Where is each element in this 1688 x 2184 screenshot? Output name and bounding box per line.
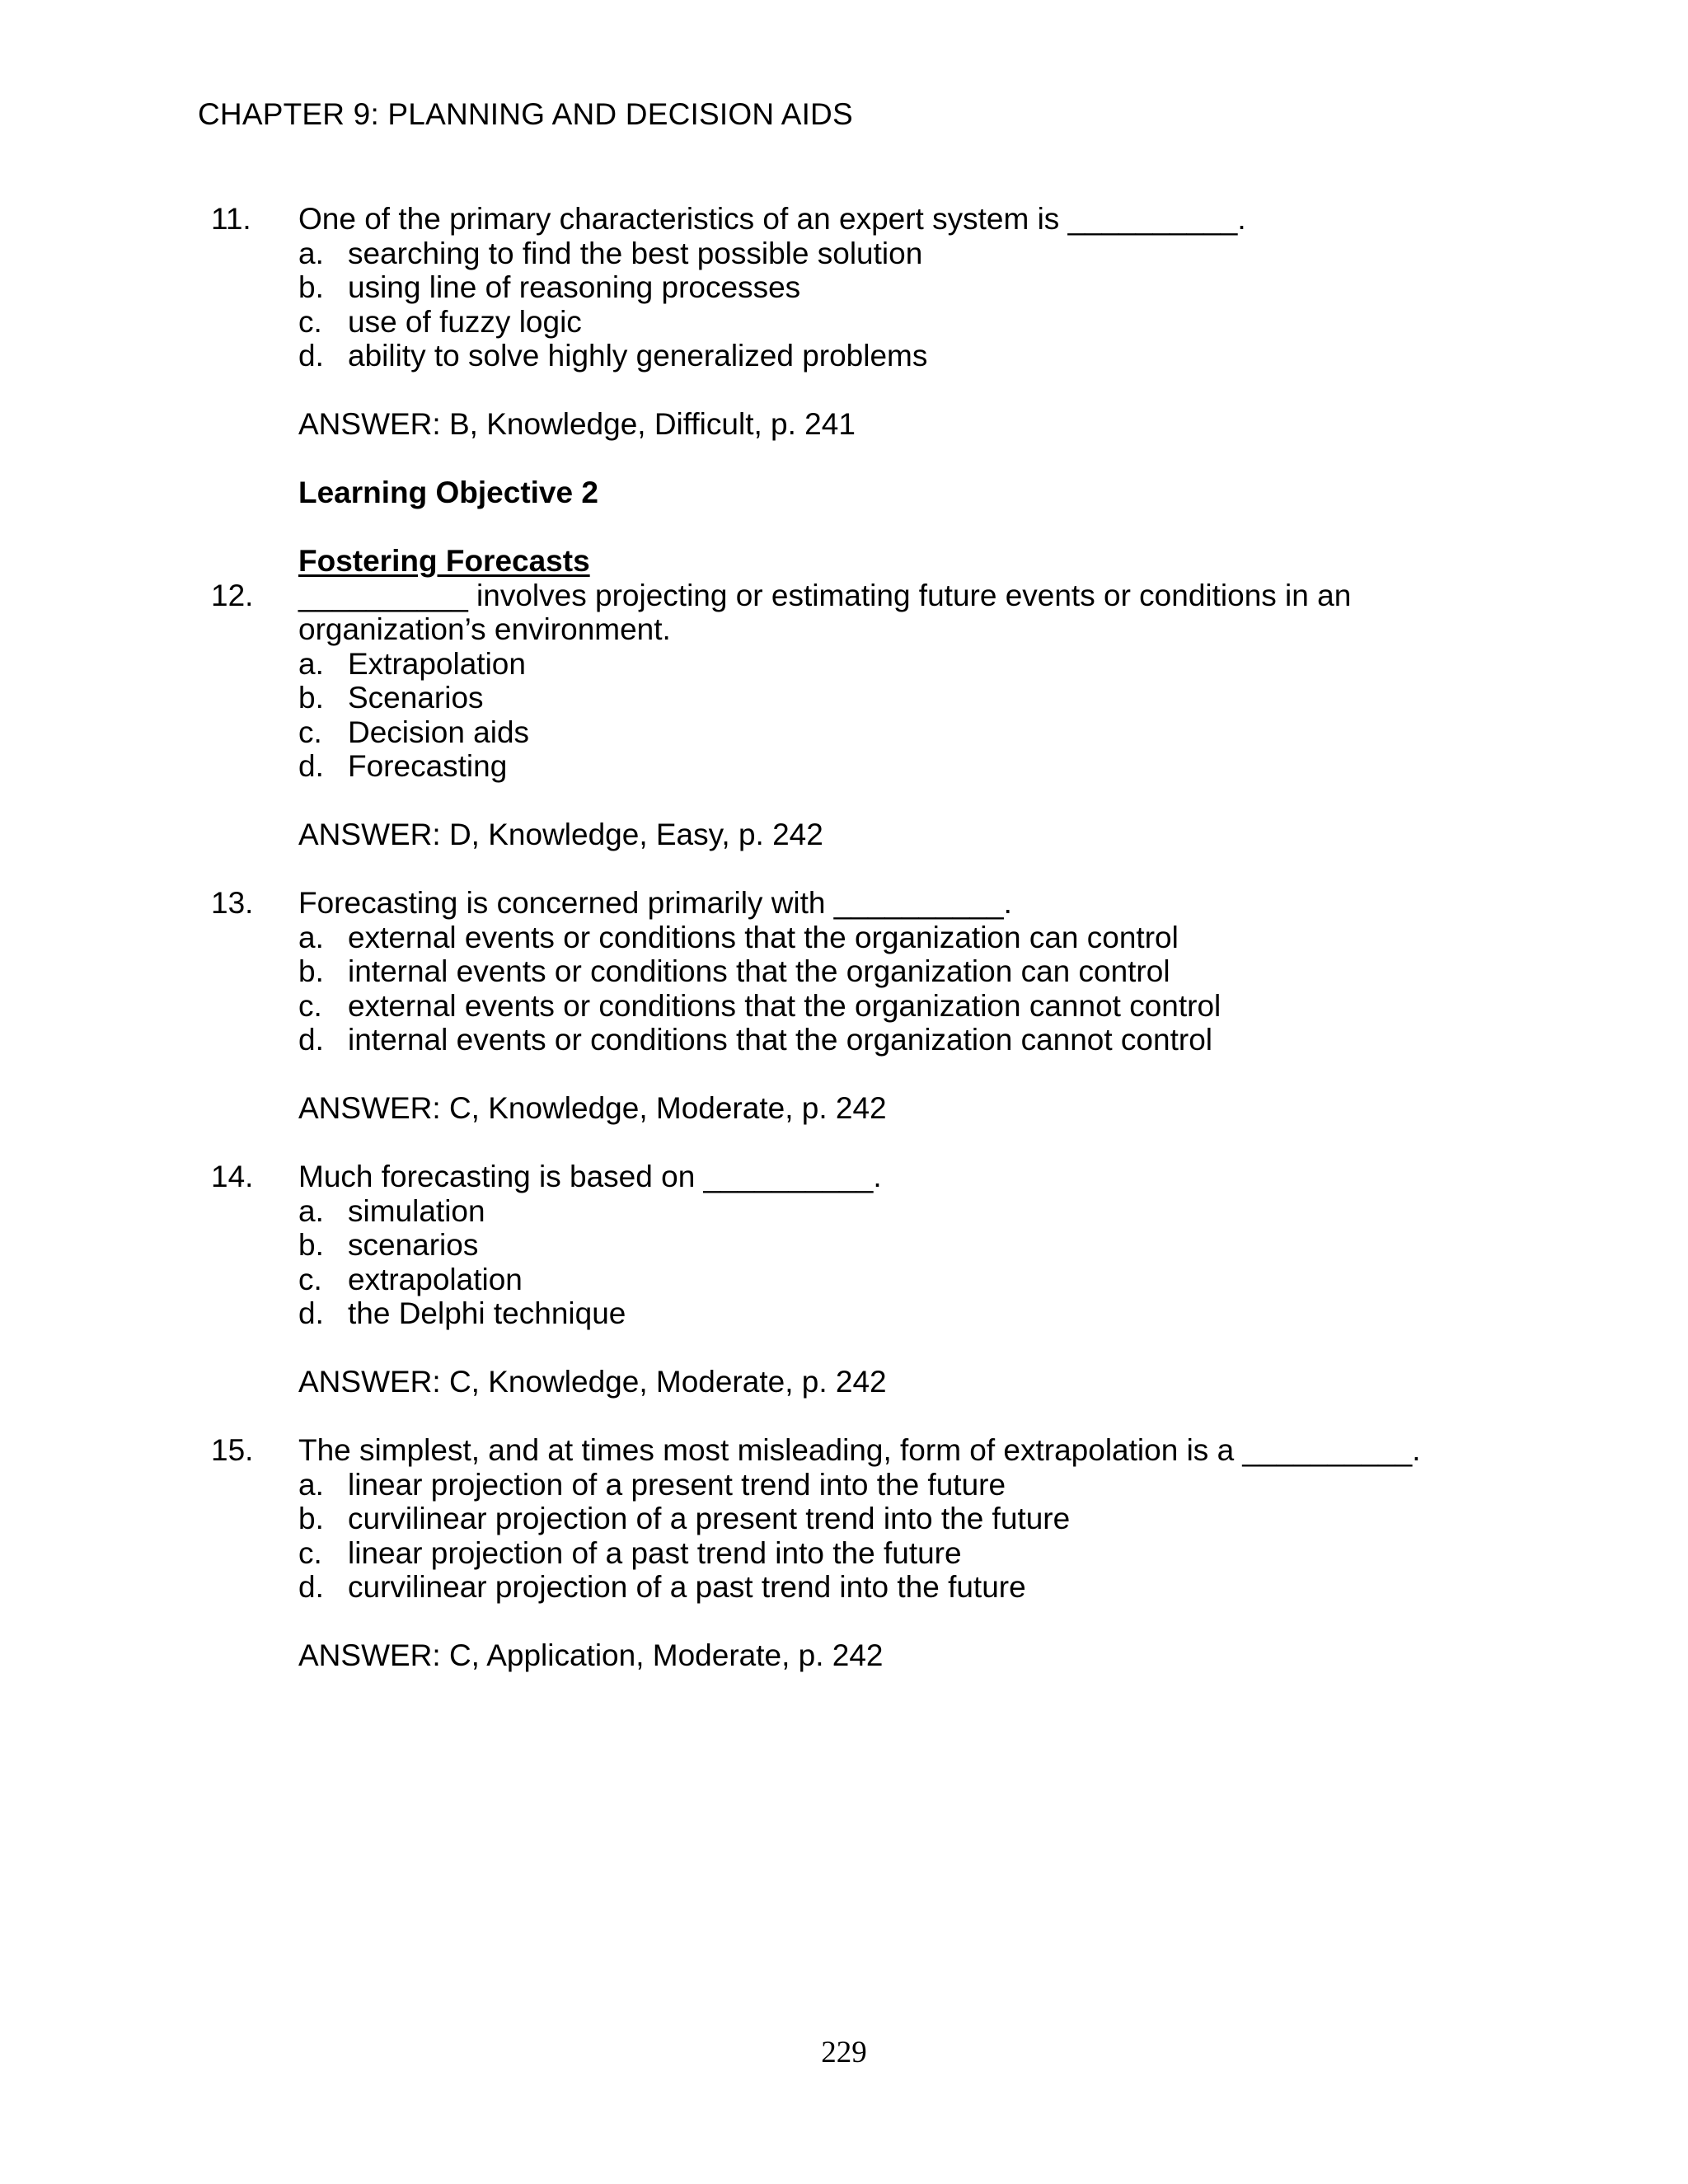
option-text: use of fuzzy logic (348, 304, 582, 339)
answer-line: ANSWER: C, Application, Moderate, p. 242 (298, 1638, 884, 1672)
option-letter: d. (298, 1296, 324, 1330)
page-number: 229 (821, 2036, 867, 2069)
learning-objective-heading: Learning Objective 2 (298, 476, 598, 509)
option-text: linear projection of a present trend into the future (348, 1467, 1006, 1502)
option-text: the Delphi technique (348, 1296, 626, 1330)
option-letter: a. (298, 1467, 324, 1502)
option-text: linear projection of a past trend into the future (348, 1535, 962, 1570)
question-13 (198, 886, 1484, 1126)
option-b (298, 681, 1484, 715)
option-d (298, 1296, 1484, 1331)
option-letter: d. (298, 1570, 324, 1604)
option-text: Forecasting (348, 749, 508, 783)
option-letter: c. (298, 304, 322, 339)
option-text: Decision aids (348, 715, 530, 749)
option-d (298, 1023, 1484, 1057)
option-letter: c. (298, 988, 322, 1023)
option-text: internal events or conditions that the organization cannot control (348, 1023, 1212, 1057)
option-b (298, 270, 1484, 305)
question-number: 12. (211, 578, 254, 612)
option-text: using line of reasoning processes (348, 270, 801, 304)
question-11 (198, 202, 1484, 442)
option-text: Extrapolation (348, 646, 526, 681)
answer-line: ANSWER: B, Knowledge, Difficult, p. 241 (298, 407, 856, 441)
objective-block (198, 476, 1484, 510)
option-d (298, 749, 1484, 784)
option-text: scenarios (348, 1228, 479, 1262)
question-14 (198, 1160, 1484, 1399)
option-c (298, 989, 1484, 1024)
chapter-header: CHAPTER 9: PLANNING AND DECISION AIDS (198, 97, 853, 131)
option-text: external events or conditions that the organization cannot control (348, 988, 1221, 1023)
option-text: searching to find the best possible solution (348, 236, 923, 270)
question-number: 15. (211, 1433, 254, 1467)
option-text: internal events or conditions that the organization can control (348, 954, 1170, 988)
option-text: external events or conditions that the organization can control (348, 920, 1179, 954)
option-a (298, 1468, 1484, 1502)
option-d (298, 1570, 1484, 1605)
option-a (298, 921, 1484, 955)
option-text: extrapolation (348, 1262, 523, 1296)
option-b (298, 1502, 1484, 1536)
option-text: Scenarios (348, 681, 484, 715)
question-stem: One of the primary characteristics of an expert system is __________. (298, 202, 1246, 236)
question-15 (198, 1433, 1484, 1673)
option-a (298, 1194, 1484, 1229)
option-letter: d. (298, 749, 324, 783)
option-d (298, 339, 1484, 373)
option-letter: d. (298, 1023, 324, 1057)
option-letter: d. (298, 339, 324, 373)
option-letter: a. (298, 920, 324, 954)
question-number: 13. (211, 886, 254, 920)
option-c (298, 1263, 1484, 1297)
section-block (198, 544, 1484, 579)
question-stem: __________ involves projecting or estimating future events or conditions in an organization’s environment. (298, 578, 1352, 646)
option-c (298, 1536, 1484, 1571)
option-letter: c. (298, 715, 322, 749)
answer-line: ANSWER: C, Knowledge, Moderate, p. 242 (298, 1091, 887, 1125)
option-letter: a. (298, 236, 324, 270)
option-letter: c. (298, 1262, 322, 1296)
option-letter: a. (298, 646, 324, 681)
option-c (298, 305, 1484, 340)
option-text: ability to solve highly generalized problems (348, 339, 928, 373)
option-a (298, 237, 1484, 271)
option-text: curvilinear projection of a present trend into the future (348, 1502, 1071, 1535)
question-number: 14. (211, 1160, 254, 1193)
option-a (298, 647, 1484, 682)
question-12 (198, 579, 1484, 852)
option-text: simulation (348, 1193, 485, 1228)
option-c (298, 715, 1484, 750)
question-stem: The simplest, and at times most misleading, form of extrapolation is a __________. (298, 1433, 1421, 1467)
question-list (198, 202, 1484, 1673)
question-number: 11. (211, 202, 251, 236)
answer-line: ANSWER: D, Knowledge, Easy, p. 242 (298, 818, 823, 851)
section-heading: Fostering Forecasts (298, 544, 590, 578)
option-letter: b. (298, 1502, 324, 1535)
option-letter: b. (298, 954, 324, 988)
option-letter: b. (298, 270, 324, 304)
option-b (298, 954, 1484, 989)
option-letter: b. (298, 681, 324, 715)
option-letter: c. (298, 1535, 322, 1570)
answer-line: ANSWER: C, Knowledge, Moderate, p. 242 (298, 1365, 887, 1399)
option-b (298, 1228, 1484, 1263)
option-letter: a. (298, 1193, 324, 1228)
question-stem: Much forecasting is based on __________. (298, 1160, 882, 1193)
option-text: curvilinear projection of a past trend into the future (348, 1570, 1026, 1604)
question-stem: Forecasting is concerned primarily with __________. (298, 886, 1012, 920)
option-letter: b. (298, 1228, 324, 1262)
